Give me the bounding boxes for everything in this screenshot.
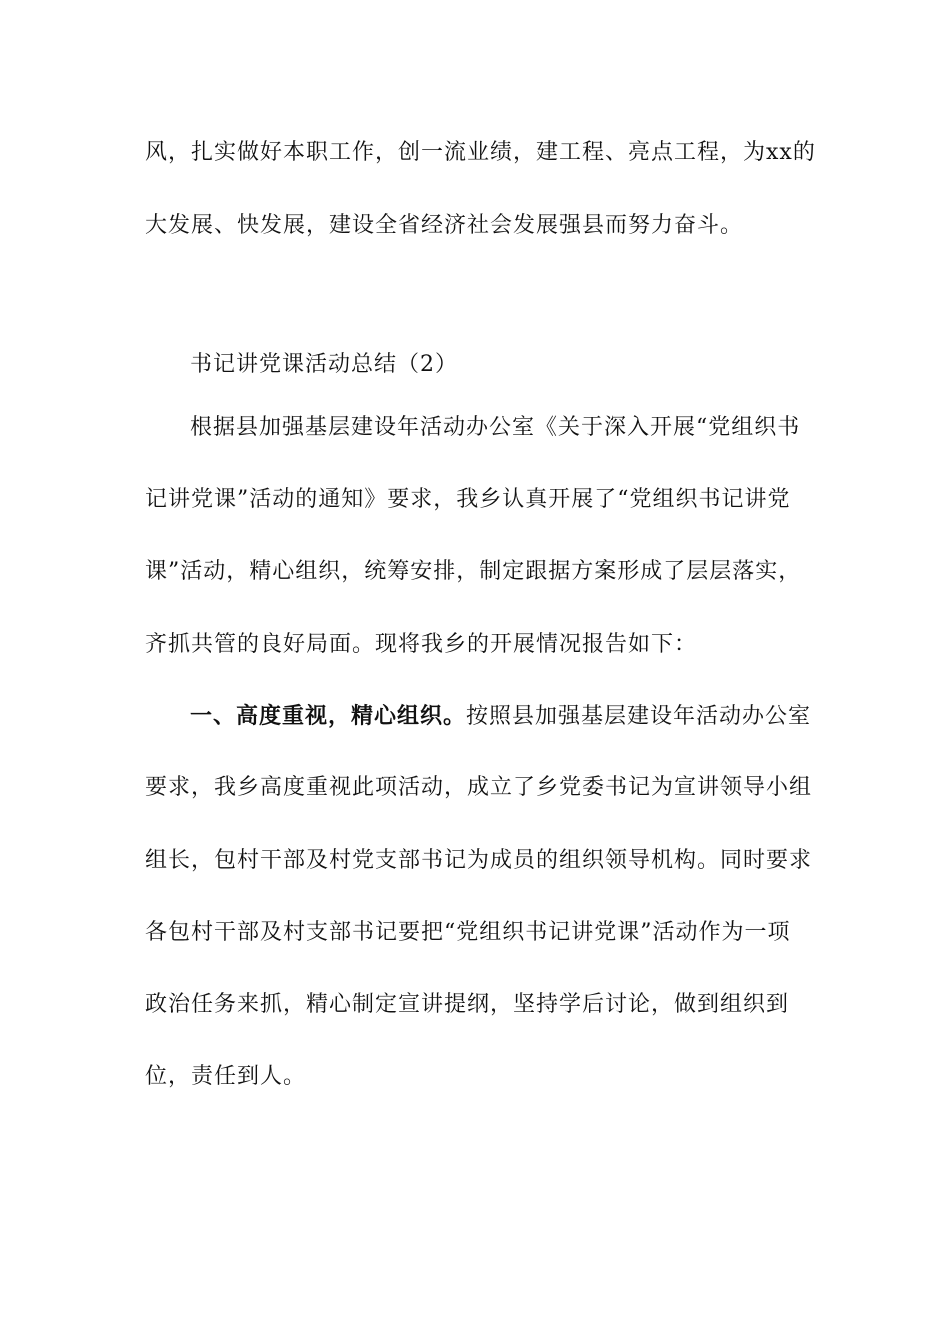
paragraph-line: 记讲党课”活动的通知》要求，我乡认真开展了“党组织书记讲党	[145, 487, 791, 512]
paragraph-line: 组长，包村干部及村党支部书记为成员的组织领导机构。同时要求	[145, 848, 813, 873]
paragraph-line: 政治任务来抓，精心制定宣讲提纲，坚持学后讨论，做到组织到	[145, 992, 790, 1017]
point-1-heading: 一、高度重视，精心组织。	[190, 703, 467, 729]
paragraph-line: 位，责任到人。	[145, 1064, 307, 1089]
point-1-first-line	[190, 701, 811, 732]
paragraph-line: 要求，我乡高度重视此项活动，成立了乡党委书记为宣讲领导小组	[145, 775, 813, 800]
paragraph-line: 齐抓共管的良好局面。现将我乡的开展情况报告如下：	[145, 632, 698, 657]
paragraph-line: 风，扎实做好本职工作，创一流业绩，建工程、亮点工程，为xx的	[145, 140, 816, 165]
section-title: 书记讲党课活动总结（2）	[190, 352, 458, 377]
point-1-text: 按照县加强基层建设年活动办公室	[466, 704, 812, 729]
paragraph-line: 课”活动，精心组织，统筹安排，制定跟据方案形成了层层落实，	[145, 559, 802, 584]
paragraph-line: 各包村干部及村支部书记要把“党组织书记讲党课”活动作为一项	[145, 920, 791, 945]
paragraph-line: 大发展、快发展，建设全省经济社会发展强县而努力奋斗。	[145, 213, 744, 238]
paragraph-line: 根据县加强基层建设年活动办公室《关于深入开展“党组织书	[190, 415, 801, 440]
